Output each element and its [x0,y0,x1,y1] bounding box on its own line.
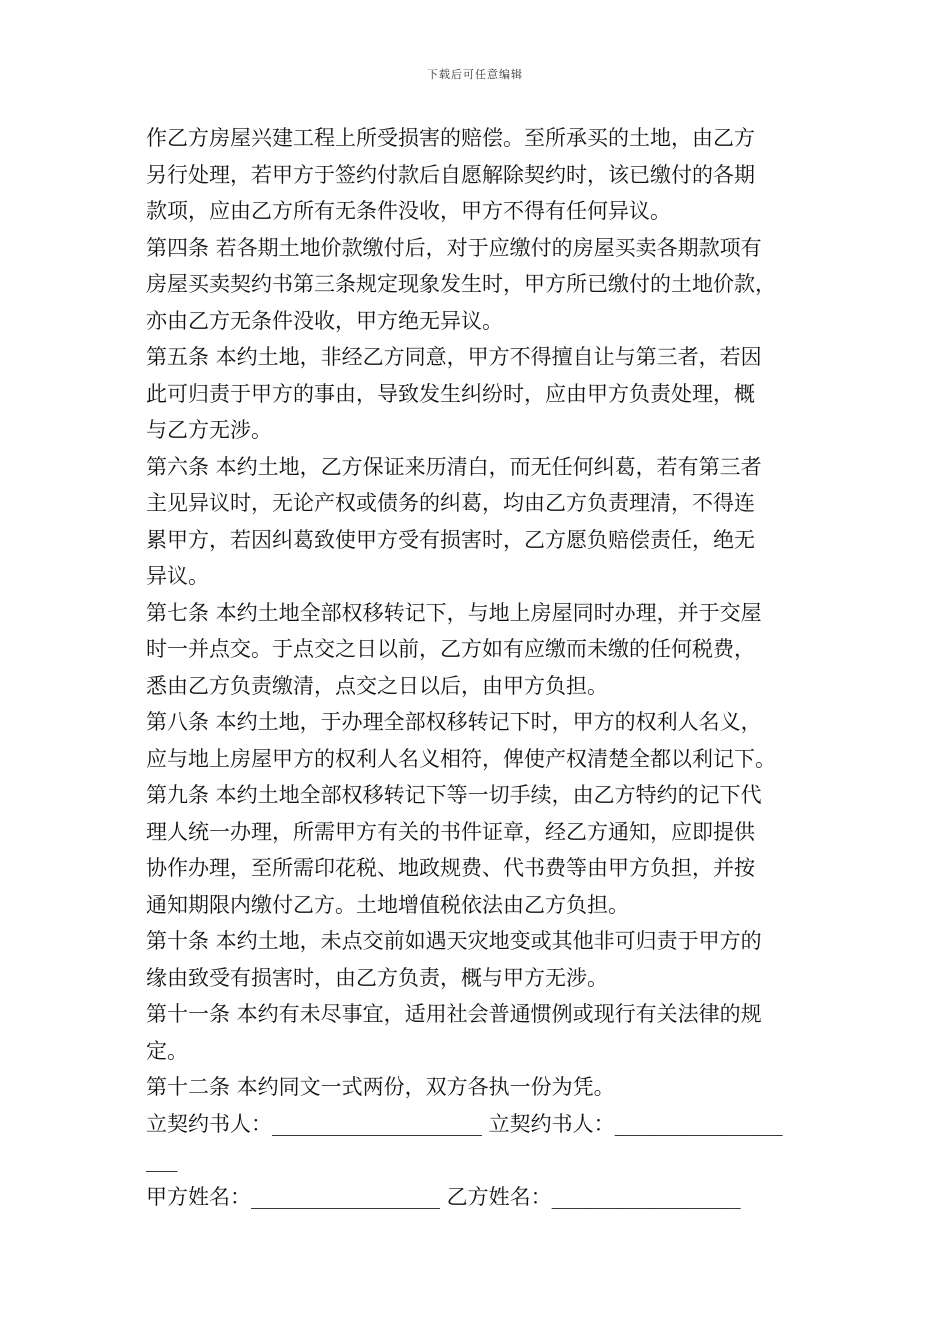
text-line: 通知期限内缴付乙方。土地增值税依法由乙方负担。 [146,892,629,917]
text-line: 应与地上房屋甲方的权利人名义相符，俾使产权清楚全都以利记下。 [146,746,776,771]
article-5-line: 第五条 本约土地，非经乙方同意，甲方不得擅自让与第三者，若因 [146,345,762,369]
text-line: 缘由致受有损害时，由乙方负责，概与甲方无涉。 [146,965,608,990]
signatory-line: 立契约书人：____________________ 立契约书人：________________ [146,1111,783,1136]
text-line: 异议。 [146,564,209,588]
article-4-line: 第四条 若各期土地价款缴付后，对于应缴付的房屋买卖各期款项有 [146,235,762,260]
text-line: 协作办理，至所需印花税、地政规费、代书费等由甲方负担，并按 [146,856,755,880]
text-line: 定。 [146,1038,188,1063]
article-9-line: 第九条 本约土地全部权移转记下等一切手续，由乙方特约的记下代 [146,783,762,807]
text-line: 作乙方房屋兴建工程上所受损害的赔偿。至所承买的土地，由乙方 [146,126,755,150]
signatory-line-continuation: ___ [146,1148,178,1172]
document-body [146,120,826,1215]
party-names-line: 甲方姓名：__________________ 乙方姓名：__________________ [146,1184,741,1209]
article-7-line: 第七条 本约土地全部权移转记下，与地上房屋同时办理，并于交屋 [146,600,762,625]
text-line: 此可归责于甲方的事由，导致发生纠纷时，应由甲方负责处理，概 [146,381,755,406]
article-12-line: 第十二条 本约同文一式两份，双方各执一份为凭。 [146,1075,615,1099]
article-6-line: 第六条 本约土地，乙方保证来历清白，而无任何纠葛，若有第三者 [146,454,762,479]
text-line: 时一并点交。于点交之日以前，乙方如有应缴而未缴的任何税费， [146,637,755,661]
text-line: 累甲方，若因纠葛致使甲方受有损害时，乙方愿负赔偿责任，绝无 [146,527,755,552]
article-11-line: 第十一条 本约有未尽事宜，适用社会普通惯例或现行有关法律的规 [146,1002,762,1026]
text-line: 理人统一办理，所需甲方有关的书件证章，经乙方通知，应即提供 [146,819,755,844]
text-line: 主见异议时，无论产权或债务的纠葛，均由乙方负责理清，不得连 [146,491,755,515]
text-line: 款项，应由乙方所有无条件没收，甲方不得有任何异议。 [146,199,671,223]
text-line: 亦由乙方无条件没收，甲方绝无异议。 [146,308,503,333]
text-line: 房屋买卖契约书第三条规定现象发生时，甲方所已缴付的土地价款， [146,272,776,296]
text-line: 另行处理，若甲方于签约付款后自愿解除契约时，该已缴付的各期 [146,162,755,187]
article-10-line: 第十条 本约土地，未点交前如遇天灾地变或其他非可归责于甲方的 [146,929,762,953]
text-line: 悉由乙方负责缴清，点交之日以后，由甲方负担。 [146,673,608,698]
text-line: 与乙方无涉。 [146,418,272,442]
header-note: 下载后可任意编辑 [427,68,523,81]
article-8-line: 第八条 本约土地，于办理全部权移转记下时，甲方的权利人名义， [146,710,762,734]
